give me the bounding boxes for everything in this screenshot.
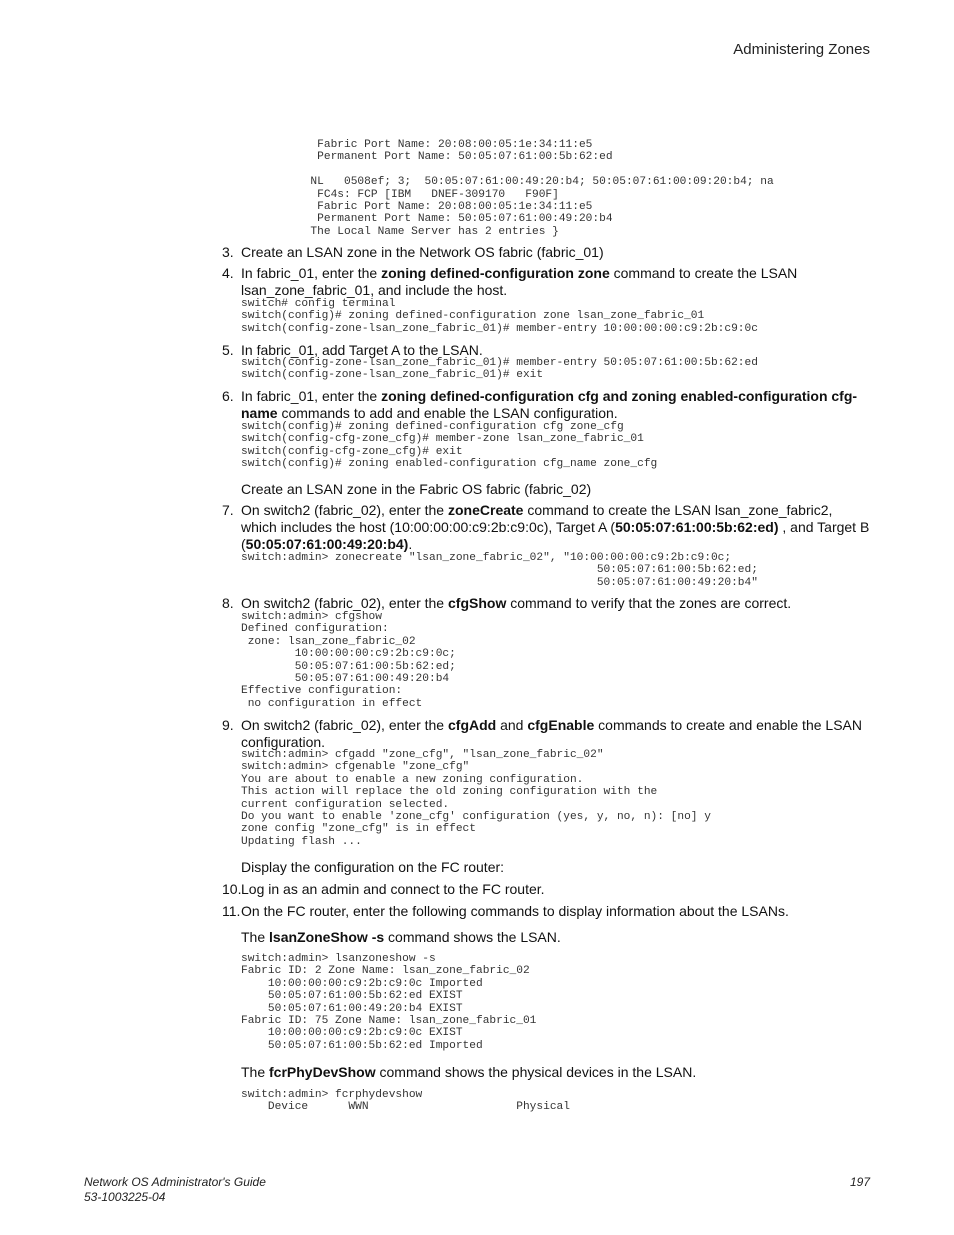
step-number: 11. xyxy=(222,903,241,919)
step-number: 6. xyxy=(222,388,234,404)
step-number: 10. xyxy=(222,881,242,897)
step-text: In fabric_01, enter the zoning defined-configuration zone command to create the LSAN lsan_zone_fabric_01, and include the host. xyxy=(241,265,798,298)
paragraph-display-config: Display the configuration on the FC router: xyxy=(241,859,505,875)
step-text: On switch2 (fabric_02), enter the zoneCreate command to create the LSAN lsan_zone_fabric2, which includes the host (10:00:00:00:c9:2b:c9:0c), Target A (50:05:07:61:00:5b:62:ed) , and Target B (50:05:07:61:00:49:20:b4). xyxy=(241,502,870,552)
step-text: On the FC router, enter the following commands to display information about the LSANs. xyxy=(241,903,789,919)
code-block-step-6: switch(config)# zoning defined-configuration cfg zone_cfg switch(config-cfg-zone_cfg)# member-zone lsan_zone_fabric_01 switch(config-cfg-zone_cfg)# exit switch(config)# zoning enabled-configuration cfg_name zone_cfg xyxy=(241,421,658,471)
code-block-name-server: Fabric Port Name: 20:08:00:05:1e:34:11:e5 Permanent Port Name: 50:05:07:61:00:5b:62:ed NL 0508ef; 3; 50:05:07:61:00:49:20:b4; 50:05:07:61:00:09:20:b4; na FC4s: FCP [IBM DNEF-309170 F90F] Fabric Port Name: 20:08:00:05:1e:34:11:e5 Permanent Port Name: 50:05:07:61:00:49:20:b4 The Local Name Server has 2 entries } xyxy=(310,139,774,238)
paragraph-lsanzoneshow: The lsanZoneShow -s command shows the LSAN. xyxy=(241,929,561,945)
page-header: Administering Zones xyxy=(733,41,870,58)
code-block-step-7: switch:admin> zonecreate "lsan_zone_fabric_02", "10:00:00:00:c9:2b:c9:0c; 50:05:07:61:00:5b:62:ed; 50:05:07:61:00:49:20:b4" xyxy=(241,552,758,589)
footer-left xyxy=(84,1175,266,1205)
footer-guide-title: Network OS Administrator's Guide xyxy=(84,1175,266,1189)
paragraph-fabric-02: Create an LSAN zone in the Fabric OS fabric (fabric_02) xyxy=(241,481,592,497)
step-text: On switch2 (fabric_02), enter the cfgAdd and cfgEnable commands to create and enable the LSAN configuration. xyxy=(241,717,862,750)
step-number: 7. xyxy=(222,502,234,518)
code-block-step-5: switch(config-zone-lsan_zone_fabric_01)# member-entry 50:05:07:61:00:5b:62:ed switch(config-zone-lsan_zone_fabric_01)# exit xyxy=(241,357,758,382)
step-number: 5. xyxy=(222,342,234,358)
step-number: 8. xyxy=(222,595,234,611)
step-text: Log in as an admin and connect to the FC router. xyxy=(241,881,545,897)
code-block-lsanzoneshow: switch:admin> lsanzoneshow -s Fabric ID: 2 Zone Name: lsan_zone_fabric_02 10:00:00:00:c9:2b:c9:0c Imported 50:05:07:61:00:5b:62:ed EXIST 50:05:07:61:00:49:20:b4 EXIST Fabric ID: 75 Zone Name: lsan_zone_fabric_01 10:00:00:00:c9:2b:c9:0c EXIST 50:05:07:61:00:5b:62:ed Imported xyxy=(241,953,537,1052)
step-number: 4. xyxy=(222,265,234,281)
code-block-step-4: switch# config terminal switch(config)# zoning defined-configuration zone lsan_zone_fabric_01 switch(config-zone-lsan_zone_fabric_01)# member-entry 10:00:00:00:c9:2b:c9:0c xyxy=(241,298,758,335)
step-text: In fabric_01, enter the zoning defined-configuration cfg and zoning enabled-configuration cfg-name commands to add and enable the LSAN configuration. xyxy=(241,388,858,421)
paragraph-fcrphydevshow: The fcrPhyDevShow command shows the physical devices in the LSAN. xyxy=(241,1064,697,1080)
step-number: 9. xyxy=(222,717,234,733)
page-number: 197 xyxy=(849,1175,870,1189)
step-text: Create an LSAN zone in the Network OS fabric (fabric_01) xyxy=(241,244,604,260)
step-text: In fabric_01, add Target A to the LSAN. xyxy=(241,342,483,358)
footer-doc-number: 53-1003225-04 xyxy=(84,1190,166,1204)
step-number: 3. xyxy=(222,244,234,260)
code-block-step-8: switch:admin> cfgshow Defined configuration: zone: lsan_zone_fabric_02 10:00:00:00:c9:2b:c9:0c; 50:05:07:61:00:5b:62:ed; 50:05:07:61:00:49:20:b4 Effective configuration: no configuration in effect xyxy=(241,611,456,710)
code-block-step-9: switch:admin> cfgadd "zone_cfg", "lsan_zone_fabric_02" switch:admin> cfgenable "zone_cfg" You are about to enable a new zoning configuration. This action will replace the old zoning configuration with the current configuration selected. Do you want to enable 'zone_cfg' configuration (yes, y, no, n): [no] y zone config "zone_cfg" is in effect Updating flash ... xyxy=(241,749,711,848)
step-text: On switch2 (fabric_02), enter the cfgShow command to verify that the zones are correct. xyxy=(241,595,792,611)
code-block-fcrphydevshow: switch:admin> fcrphydevshow Device WWN Physical xyxy=(241,1089,570,1114)
